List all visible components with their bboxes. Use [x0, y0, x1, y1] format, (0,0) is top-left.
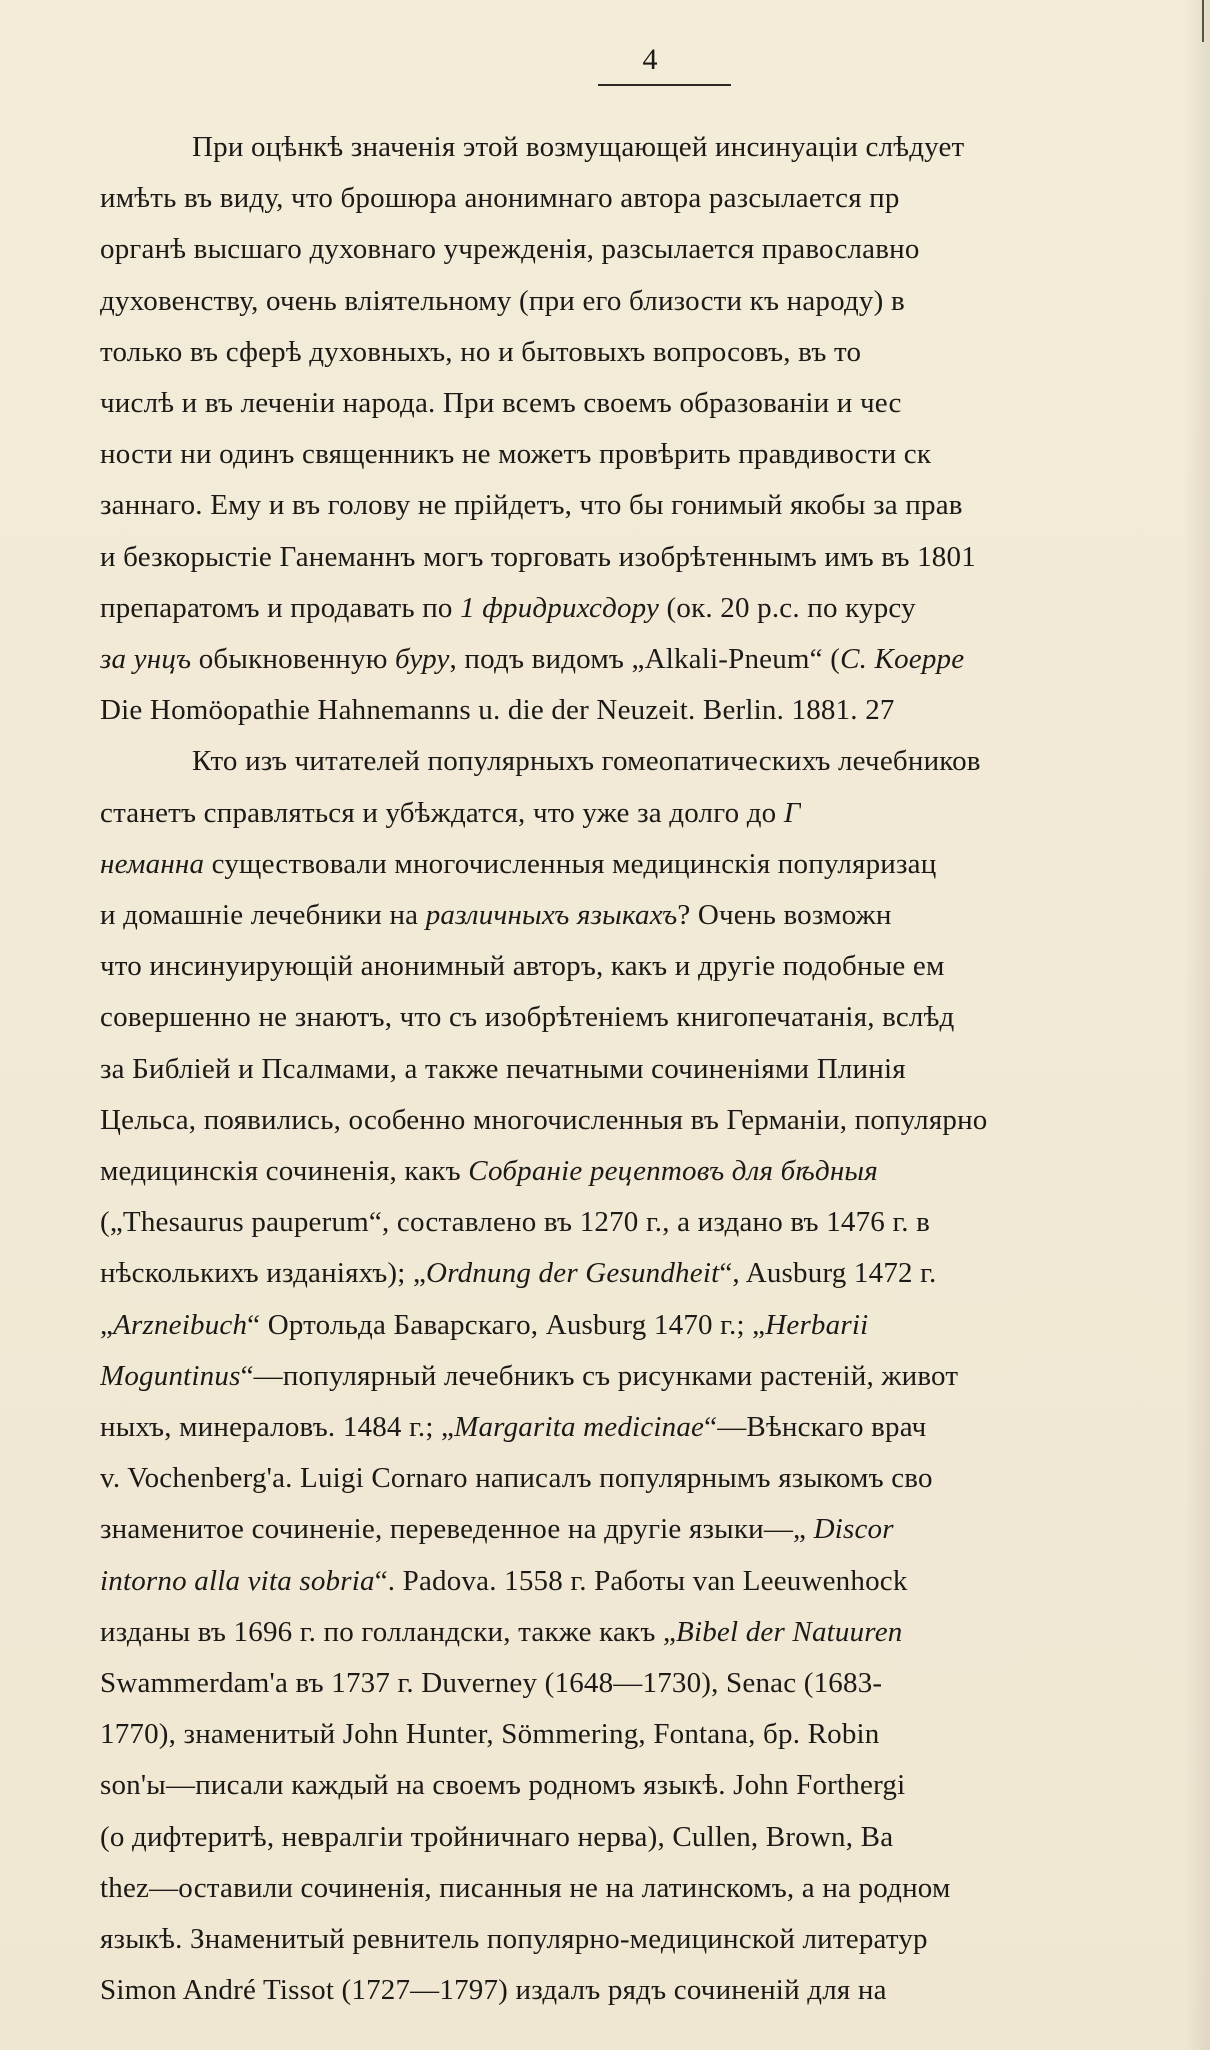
text-segment: органѣ высшаго духовнаго учрежденія, разсылается православно — [100, 233, 920, 266]
text-segment: („Thesaurus pauperum“, составлено въ 1270 г., а издано въ 1476 г. в — [100, 1206, 931, 1239]
text-segment: son'ы—писали каждый на своемъ родномъ языкѣ. John Forthergi — [100, 1769, 906, 1802]
text-line — [100, 1709, 880, 1759]
text-segment: “, Ausburg 1472 г. — [719, 1257, 937, 1290]
italic-segment: различныхъ языкахъ — [425, 899, 678, 931]
text-line — [100, 788, 801, 838]
italic-segment: Bibel der Natuuren — [676, 1615, 903, 1648]
text-segment: что инсинуирующій анонимный авторъ, какъ и другіе подобные ем — [100, 950, 945, 983]
text-line — [100, 1402, 926, 1452]
text-line — [100, 1197, 930, 1247]
text-line — [100, 1044, 906, 1094]
italic-segment: С. Koeppe — [840, 643, 965, 675]
text-line — [100, 634, 964, 684]
text-segment: При оцѣнкѣ значенія этой возмущающей инсинуаціи слѣдует — [192, 131, 965, 163]
text-line — [100, 1095, 988, 1145]
text-segment: языкѣ. Знаменитый ревнитель популярно-медицинской литератур — [100, 1923, 928, 1955]
text-segment: „ — [100, 1308, 114, 1341]
text-segment: медицинскія сочиненія, какъ — [100, 1155, 469, 1187]
italic-segment: 1 фридрихсдору — [460, 591, 660, 624]
text-line — [100, 1760, 905, 1810]
text-line — [100, 1453, 933, 1503]
text-segment: Die Homöopathie Hahnemanns u. die der Neuzeit. Berlin. 1881. 27 — [100, 694, 895, 727]
text-line — [192, 122, 964, 172]
text-segment: 1770), знаменитый John Hunter, Sömmering, Fontana, бр. Robin — [100, 1718, 880, 1751]
text-line — [100, 1556, 908, 1606]
text-line — [100, 1658, 882, 1708]
text-line — [100, 839, 936, 889]
text-line — [100, 1607, 903, 1657]
text-segment: и домашніе лечебники на — [100, 899, 426, 931]
italic-segment: Herbarii — [765, 1308, 869, 1341]
text-segment: v. Vochenberg'а. Luigi Cornaro написалъ популярнымъ языкомъ сво — [100, 1462, 933, 1495]
page-number: 4 — [642, 43, 658, 76]
italic-segment: буру — [395, 643, 450, 675]
text-line — [100, 1300, 868, 1350]
text-segment: Simon André Tissot (1727—1797) издалъ рядъ сочиненій для на — [100, 1974, 887, 2007]
text-segment: совершенно не знаютъ, что съ изобрѣтеніемъ книгопечатанія, вслѣд — [100, 1001, 955, 1034]
italic-segment: Arzneibuch — [113, 1308, 248, 1341]
text-segment: “—популярный лечебникъ съ рисунками растеній, живот — [240, 1359, 959, 1392]
text-line — [100, 173, 900, 223]
text-line — [100, 685, 895, 735]
text-segment: Swammerdam'а въ 1737 г. Duverney (1648—1730), Senac (1683- — [100, 1667, 883, 1699]
text-line — [100, 890, 892, 940]
text-segment: духовенству, очень вліятельному (при его близости къ народу) в — [100, 284, 905, 317]
text-segment: Кто изъ читателей популярныхъ гомеопатическихъ лечебников — [192, 745, 981, 778]
body-text — [100, 122, 1210, 2032]
text-segment: нѣсколькихъ изданіяхъ); „ — [100, 1257, 427, 1290]
text-segment: только въ сферѣ духовныхъ, но и бытовыхъ вопросовъ, въ то — [100, 335, 862, 368]
italic-segment: intorno alla vita sobria — [100, 1564, 375, 1597]
text-line — [100, 992, 955, 1042]
text-line — [100, 1914, 928, 1964]
text-line — [100, 1965, 887, 2015]
text-segment: (ок. 20 р.с. по курсу — [659, 591, 916, 624]
italic-segment: Собраніе рецептовъ для бѣдныя — [468, 1155, 878, 1187]
text-line — [192, 736, 981, 786]
text-line — [100, 532, 976, 582]
text-line — [100, 1504, 894, 1554]
text-line — [100, 1248, 936, 1298]
text-line — [100, 224, 920, 274]
text-line — [100, 480, 963, 530]
text-segment: препаратомъ и продавать по — [100, 591, 461, 624]
text-line — [100, 327, 861, 377]
text-segment: , подъ видомъ „Alkali-Pneum“ ( — [449, 643, 841, 675]
text-segment: знаменитое сочиненіе, переведенное на другіе языки—„ — [100, 1513, 814, 1546]
italic-segment: за унцъ — [100, 643, 192, 675]
text-segment: существовали многочисленныя медицинскія популяризац — [204, 847, 937, 880]
italic-segment: Margarita medicinae — [454, 1411, 705, 1443]
italic-segment: Discor — [813, 1513, 894, 1546]
text-segment: “—Вѣнскаго врач — [704, 1411, 927, 1443]
text-line — [100, 1146, 878, 1196]
text-segment: Цельса, появились, особенно многочисленныя въ Германіи, популярно — [100, 1103, 988, 1136]
text-line — [100, 1863, 951, 1913]
italic-segment: Г — [783, 796, 801, 829]
text-line — [100, 429, 931, 479]
italic-segment: Moguntinus — [100, 1359, 241, 1392]
page-edge-line — [1202, 0, 1204, 42]
text-segment: ? Очень возможн — [677, 899, 892, 931]
text-line — [100, 583, 916, 633]
text-line — [100, 941, 945, 991]
text-segment: имѣть въ виду, что брошюра анонимнаго автора разсылается пр — [100, 182, 900, 215]
text-segment: числѣ и въ леченіи народа. При всемъ своемъ образованіи и чес — [100, 387, 902, 419]
text-line — [100, 1351, 958, 1401]
italic-segment: неманна — [100, 847, 205, 880]
italic-segment: Ordnung der Gesundheit — [426, 1257, 720, 1290]
text-line — [100, 1812, 893, 1862]
text-segment: и безкорыстіе Ганеманнъ могъ торговать изобрѣтеннымъ имъ въ 1801 — [100, 540, 976, 573]
page-number-rule — [598, 84, 731, 86]
text-segment: изданы въ 1696 г. по голландски, также какъ „ — [100, 1615, 677, 1648]
text-line — [100, 378, 902, 428]
text-segment: ности ни одинъ священникъ не можетъ провѣрить правдивости ск — [100, 438, 932, 471]
text-segment: thez—оставили сочиненія, писанныя не на латинскомъ, а на родном — [100, 1871, 951, 1904]
text-segment: ныхъ, минераловъ. 1484 г.; „ — [100, 1411, 455, 1443]
text-segment: “ Ортольда Баварскаго, Ausburg 1470 г.; „ — [247, 1308, 766, 1341]
text-segment: обыкновенную — [191, 643, 396, 675]
text-segment: заннаго. Ему и въ голову не прійдетъ, что бы гонимый якобы за прав — [100, 489, 963, 522]
text-segment: (о дифтеритѣ, невралгіи тройничнаго нерва), Cullen, Brown, Ba — [100, 1820, 894, 1853]
text-line — [100, 276, 905, 326]
text-segment: за Библіей и Псалмами, а также печатными сочиненіями Плинія — [100, 1052, 906, 1085]
text-segment: станетъ справляться и убѣждатся, что уже за долго до — [100, 796, 784, 829]
text-segment: “. Padova. 1558 г. Работы van Leeuwenhock — [374, 1564, 908, 1597]
